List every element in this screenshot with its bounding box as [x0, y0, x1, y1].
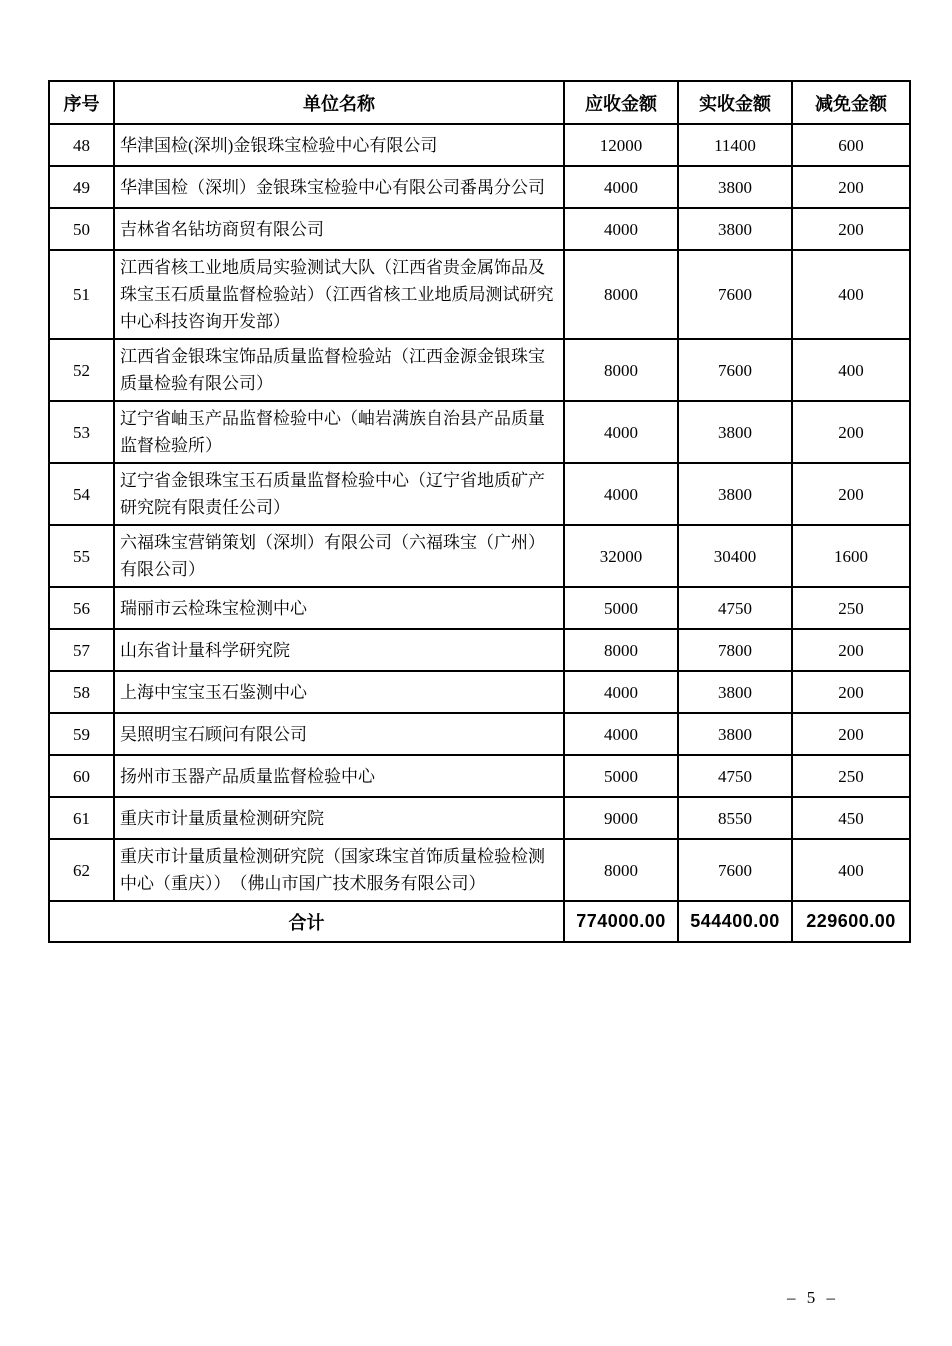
table-row: [49, 208, 910, 250]
unit-name-cell: 华津国检(深圳)金银珠宝检验中心有限公司: [114, 124, 564, 166]
table-row: [49, 629, 910, 671]
table-row: [49, 713, 910, 755]
received-amount-cell: 4750: [678, 755, 792, 797]
total-row: [49, 901, 910, 942]
reduction-amount-cell: 200: [792, 401, 910, 463]
received-amount-cell: 7600: [678, 250, 792, 339]
table-row: [49, 525, 910, 587]
unit-name-cell: 华津国检（深圳）金银珠宝检验中心有限公司番禺分公司: [114, 166, 564, 208]
reduction-amount-cell: 200: [792, 713, 910, 755]
receivable-amount-cell: 32000: [564, 525, 678, 587]
total-label: 合计: [49, 901, 564, 942]
received-amount-cell: 3800: [678, 463, 792, 525]
received-amount-cell: 8550: [678, 797, 792, 839]
reduction-amount-cell: 600: [792, 124, 910, 166]
total-received: 544400.00: [678, 901, 792, 942]
col-header-received: 实收金额: [678, 81, 792, 124]
reduction-amount-cell: 450: [792, 797, 910, 839]
received-amount-cell: 7600: [678, 339, 792, 401]
received-amount-cell: 3800: [678, 671, 792, 713]
row-index-cell: 52: [49, 339, 114, 401]
unit-name-cell: 吉林省名钻坊商贸有限公司: [114, 208, 564, 250]
receivable-amount-cell: 8000: [564, 339, 678, 401]
row-index-cell: 51: [49, 250, 114, 339]
receivable-amount-cell: 4000: [564, 463, 678, 525]
row-index-cell: 54: [49, 463, 114, 525]
table-row: [49, 250, 910, 339]
reduction-amount-cell: 400: [792, 839, 910, 901]
reduction-amount-cell: 250: [792, 755, 910, 797]
reduction-amount-cell: 250: [792, 587, 910, 629]
col-header-receivable: 应收金额: [564, 81, 678, 124]
receivable-amount-cell: 4000: [564, 401, 678, 463]
table-row: [49, 797, 910, 839]
received-amount-cell: 3800: [678, 401, 792, 463]
unit-name-cell: 山东省计量科学研究院: [114, 629, 564, 671]
receivable-amount-cell: 4000: [564, 671, 678, 713]
reduction-amount-cell: 200: [792, 463, 910, 525]
received-amount-cell: 7800: [678, 629, 792, 671]
receivable-amount-cell: 12000: [564, 124, 678, 166]
row-index-cell: 48: [49, 124, 114, 166]
reduction-amount-cell: 1600: [792, 525, 910, 587]
received-amount-cell: 3800: [678, 166, 792, 208]
row-index-cell: 58: [49, 671, 114, 713]
unit-name-cell: 扬州市玉器产品质量监督检验中心: [114, 755, 564, 797]
table-row: [49, 587, 910, 629]
received-amount-cell: 3800: [678, 208, 792, 250]
reduction-amount-cell: 200: [792, 208, 910, 250]
unit-name-cell: 辽宁省岫玉产品监督检验中心（岫岩满族自治县产品质量监督检验所）: [114, 401, 564, 463]
receivable-amount-cell: 5000: [564, 755, 678, 797]
col-header-index: 序号: [49, 81, 114, 124]
total-reduction: 229600.00: [792, 901, 910, 942]
table-row: [49, 839, 910, 901]
reduction-amount-cell: 200: [792, 629, 910, 671]
unit-name-cell: 六福珠宝营销策划（深圳）有限公司（六福珠宝（广州）有限公司）: [114, 525, 564, 587]
receivable-amount-cell: 8000: [564, 839, 678, 901]
received-amount-cell: 11400: [678, 124, 792, 166]
received-amount-cell: 30400: [678, 525, 792, 587]
row-index-cell: 56: [49, 587, 114, 629]
reduction-amount-cell: 200: [792, 671, 910, 713]
table-row: [49, 401, 910, 463]
table-row: [49, 463, 910, 525]
reduction-amount-cell: 200: [792, 166, 910, 208]
received-amount-cell: 7600: [678, 839, 792, 901]
table-row: [49, 671, 910, 713]
receivable-amount-cell: 5000: [564, 587, 678, 629]
receivable-amount-cell: 8000: [564, 629, 678, 671]
row-index-cell: 60: [49, 755, 114, 797]
col-header-reduction: 减免金额: [792, 81, 910, 124]
reduction-amount-cell: 400: [792, 250, 910, 339]
received-amount-cell: 4750: [678, 587, 792, 629]
unit-name-cell: 重庆市计量质量检测研究院: [114, 797, 564, 839]
unit-name-cell: 重庆市计量质量检测研究院（国家珠宝首饰质量检验检测中心（重庆）） （佛山市国广技术服务有限公司）: [114, 839, 564, 901]
table-row: [49, 124, 910, 166]
unit-name-cell: 江西省金银珠宝饰品质量监督检验站（江西金源金银珠宝质量检验有限公司）: [114, 339, 564, 401]
table-row: [49, 339, 910, 401]
unit-name-cell: 吴照明宝石顾问有限公司: [114, 713, 564, 755]
receivable-amount-cell: 4000: [564, 713, 678, 755]
row-index-cell: 59: [49, 713, 114, 755]
unit-name-cell: 上海中宝宝玉石鉴测中心: [114, 671, 564, 713]
receivable-amount-cell: 9000: [564, 797, 678, 839]
unit-name-cell: 辽宁省金银珠宝玉石质量监督检验中心（辽宁省地质矿产研究院有限责任公司）: [114, 463, 564, 525]
unit-name-cell: 江西省核工业地质局实验测试大队（江西省贵金属饰品及珠宝玉石质量监督检验站）（江西省核工业地质局测试研究中心科技咨询开发部）: [114, 250, 564, 339]
receivable-amount-cell: 4000: [564, 208, 678, 250]
fee-table: [48, 80, 911, 943]
row-index-cell: 61: [49, 797, 114, 839]
total-receivable: 774000.00: [564, 901, 678, 942]
row-index-cell: 53: [49, 401, 114, 463]
receivable-amount-cell: 8000: [564, 250, 678, 339]
table-row: [49, 166, 910, 208]
page-number: – 5 –: [787, 1288, 835, 1307]
row-index-cell: 49: [49, 166, 114, 208]
table-row: [49, 755, 910, 797]
table-header-row: [49, 81, 910, 124]
reduction-amount-cell: 400: [792, 339, 910, 401]
receivable-amount-cell: 4000: [564, 166, 678, 208]
col-header-unit-name: 单位名称: [114, 81, 564, 124]
row-index-cell: 62: [49, 839, 114, 901]
row-index-cell: 57: [49, 629, 114, 671]
unit-name-cell: 瑞丽市云检珠宝检测中心: [114, 587, 564, 629]
row-index-cell: 50: [49, 208, 114, 250]
row-index-cell: 55: [49, 525, 114, 587]
received-amount-cell: 3800: [678, 713, 792, 755]
